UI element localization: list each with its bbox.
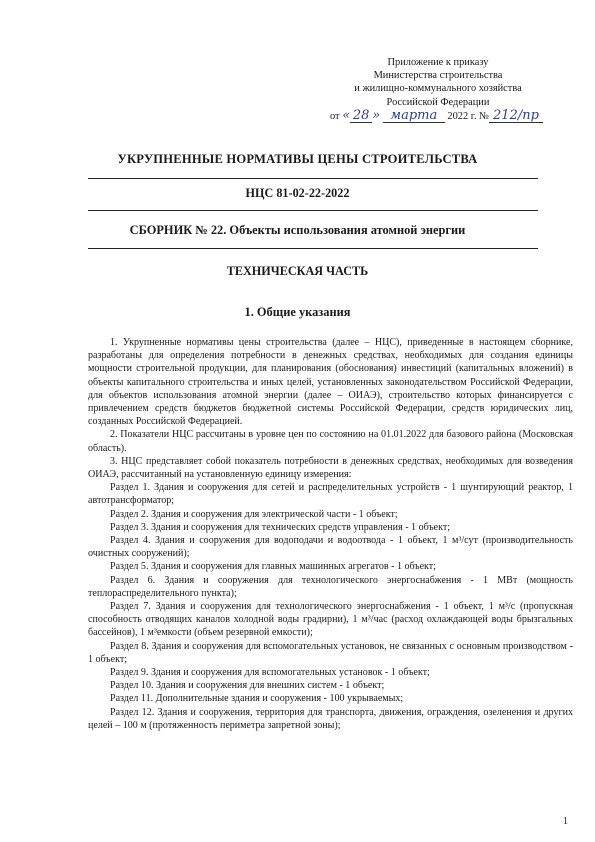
appendix-block — [318, 56, 558, 123]
paragraph-1: 1. Укрупненные нормативы цены строительства (далее – НЦС), приведенные в настоящем сборнике, разработаны для определения потребности в денежных средствах, необходимых для создания единицы мощности строительной продукции, для планирования (обоснования) инвестиций (капитальных вложений) в объекты капитального строительства и иных целей, установленных законодательством Российской Федерации, для объектов использования атомной энергии (далее – ОИАЭ), строительство которых финансируется с привлечением средств бюджетов бюджетной системы Российской Федерации, средств юридических лиц, созданных Российской Федерацией. — [88, 337, 573, 428]
divider-3 — [88, 248, 538, 249]
paragraph-2: 2. Показатели НЦС рассчитаны в уровне цен по состоянию на 01.01.2022 для базового района (Московская область). — [88, 429, 573, 454]
quote-close: » — [372, 107, 381, 123]
handwritten-month: марта — [383, 109, 445, 123]
appendix-line-1: Приложение к приказу — [387, 57, 489, 68]
section-item-6: Раздел 6. Здания и сооружения для технологического энергоснабжения - 1 МВт (мощность теплораспределительного пункта); — [88, 574, 573, 599]
section-item-5: Раздел 5. Здания и сооружения для главных машинных агрегатов - 1 объект; — [110, 561, 436, 573]
section-item-9: Раздел 9. Здания и сооружения для вспомогательных установок - 1 объект; — [110, 667, 430, 679]
quote-open: « — [342, 107, 351, 123]
section-heading: 1. Общие указания — [244, 305, 351, 319]
paragraph-3: 3. НЦС представляет собой показатель потребности в денежных средствах, необходимых для возведения ОИАЭ, рассчитанный на установленную единицу измерения: — [88, 455, 573, 481]
appendix-line-4: Российской Федерации — [386, 96, 490, 108]
handwritten-order-number: 212/пр — [489, 109, 543, 123]
divider-2 — [88, 210, 538, 211]
section-item-12: Раздел 12. Здания и сооружения, территория для транспорта, движения, ограждения, озеленения и других целей – 100 м (протяженность периметра запретной зоны); — [88, 706, 573, 731]
document-code: НЦС 81-02-22-2022 — [245, 186, 350, 200]
section-item-10: Раздел 10. Здания и сооружения для внешних систем - 1 объект; — [110, 680, 385, 692]
appendix-line-2: Министерства строительства — [373, 70, 503, 82]
appendix-line-3: и жилищно-коммунального хозяйства — [354, 83, 522, 95]
from-label: от — [330, 110, 340, 122]
technical-part-heading: ТЕХНИЧЕСКАЯ ЧАСТЬ — [226, 264, 369, 278]
section-item-3: Раздел 3. Здания и сооружения для технических средств управления - 1 объект; — [110, 521, 451, 533]
page-number: 1 — [563, 816, 568, 827]
section-item-8: Раздел 8. Здания и сооружения для вспомогательных установок, не связанных с основным производством - 1 объект; — [88, 640, 573, 665]
collection-title: СБОРНИК № 22. Объекты использования атомной энергии — [129, 223, 466, 237]
section-item-1: Раздел 1. Здания и сооружения для сетей и распределительных устройств - 1 шунтирующий реактор, 1 автотрансформатор; — [88, 482, 573, 507]
body-text — [88, 336, 573, 732]
year-label: 2022 г. № — [447, 110, 489, 122]
section-item-4: Раздел 4. Здания и сооружения для водоподачи и водоотвода - 1 объект, 1 м³/сут (производительность очистных сооружений); — [88, 535, 573, 560]
section-item-2: Раздел 2. Здания и сооружения для электрической части - 1 объект; — [110, 508, 398, 520]
order-date-line — [318, 109, 558, 123]
document-title: УКРУПНЕННЫЕ НОРМАТИВЫ ЦЕНЫ СТРОИТЕЛЬСТВА — [117, 152, 478, 166]
section-item-11: Раздел 11. Дополнительные здания и сооружения - 100 укрываемых; — [110, 693, 404, 705]
handwritten-day: 28 — [350, 109, 372, 123]
section-item-7: Раздел 7. Здания и сооружения для технологического энергоснабжения - 1 объект, 1 м³/с (пропускная способность отводящих каналов холодной воды градирни), 1 м³/час (расход охлаждающей воды брызгальных бассейнов), 1 м³емкости (объем резервной емкости); — [88, 601, 573, 639]
divider-1 — [88, 178, 538, 179]
